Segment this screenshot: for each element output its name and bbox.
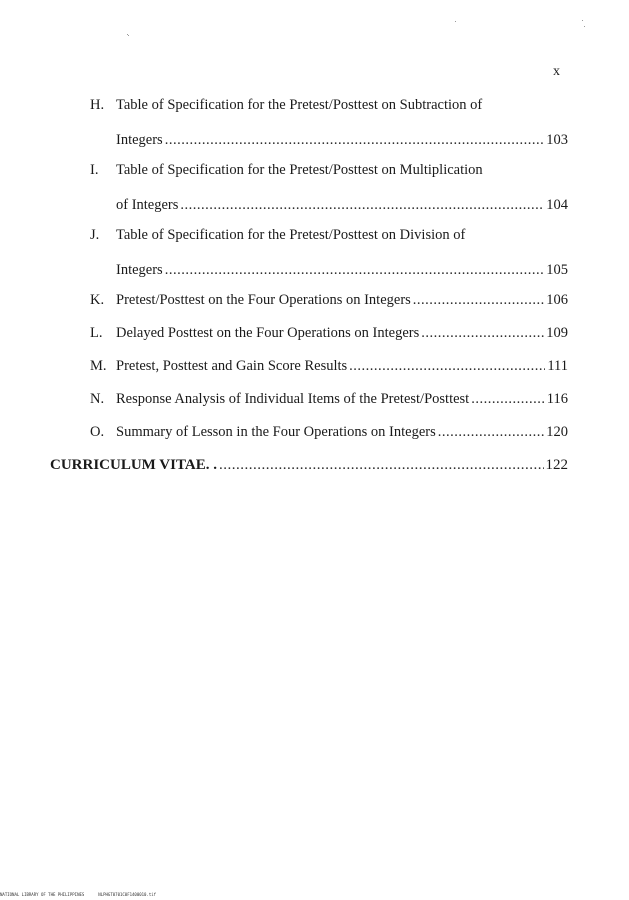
dot-leader — [413, 290, 544, 310]
entry-title-line2: Integers — [116, 262, 163, 278]
toc-entry-i[interactable] — [90, 160, 568, 215]
entry-letter: M. — [90, 358, 107, 374]
entry-letter: O. — [90, 424, 105, 440]
scan-footer — [0, 892, 156, 898]
page-number: x — [553, 64, 560, 79]
scan-speck — [584, 26, 585, 27]
dot-leader — [219, 455, 544, 475]
entry-page-number: 103 — [546, 132, 568, 148]
dot-leader — [165, 130, 545, 150]
footer-code: NLPHGT0701C0F1400010.tif — [98, 892, 157, 897]
entry-page-number: 116 — [546, 391, 568, 407]
entry-letter: L. — [90, 325, 103, 341]
toc-entry-l[interactable] — [90, 323, 568, 343]
entry-title-line1: Table of Specification for the Pretest/Posttest on Division of — [116, 227, 466, 243]
entry-page-number: 104 — [546, 197, 568, 213]
dot-leader — [349, 356, 545, 376]
entry-letter: N. — [90, 391, 105, 407]
entry-letter: H. — [90, 97, 105, 113]
entry-letter: I. — [90, 162, 99, 178]
entry-page-number: 122 — [545, 457, 568, 473]
toc-entry-o[interactable] — [90, 422, 568, 442]
dot-leader — [421, 323, 544, 343]
toc-entry-j[interactable] — [90, 225, 568, 280]
entry-title-line1: Table of Specification for the Pretest/Posttest on Multiplication — [116, 162, 483, 178]
entry-page-number: 106 — [546, 292, 568, 308]
entry-letter: J. — [90, 227, 100, 243]
scan-speck — [455, 21, 456, 22]
toc-entry-h[interactable] — [90, 95, 568, 150]
entry-title: Pretest, Posttest and Gain Score Results — [116, 358, 348, 374]
entry-title: Response Analysis of Individual Items of the Pretest/Posttest — [116, 391, 470, 407]
entry-page-number: 120 — [546, 424, 568, 440]
dot-leader — [438, 422, 544, 442]
entry-title: Pretest/Posttest on the Four Operations on Integers — [116, 292, 411, 308]
entry-title: CURRICULUM VITAE. . — [50, 457, 217, 473]
scan-speck — [582, 20, 583, 21]
dot-leader — [165, 260, 545, 280]
entry-page-number: 109 — [546, 325, 568, 341]
entry-letter: K. — [90, 292, 105, 308]
footer-library: NATIONAL LIBRARY OF THE PHILIPPINES — [0, 892, 85, 897]
toc-entry-k[interactable] — [90, 290, 568, 310]
toc-entry-n[interactable] — [90, 389, 568, 409]
entry-title-line2: Integers — [116, 132, 163, 148]
dot-leader — [180, 195, 544, 215]
entry-title-line1: Table of Specification for the Pretest/Posttest on Subtraction of — [116, 97, 483, 113]
entry-title: Summary of Lesson in the Four Operations on Integers — [116, 424, 436, 440]
entry-title: Delayed Posttest on the Four Operations on Integers — [116, 325, 420, 341]
entry-page-number: 111 — [547, 358, 568, 374]
toc-entry-m[interactable] — [90, 356, 568, 376]
dot-leader — [471, 389, 545, 409]
entry-page-number: 105 — [546, 262, 568, 278]
scan-speck — [128, 35, 129, 36]
toc-entry-curriculum-vitae[interactable] — [50, 455, 568, 475]
entry-title-line2: of Integers — [116, 197, 179, 213]
